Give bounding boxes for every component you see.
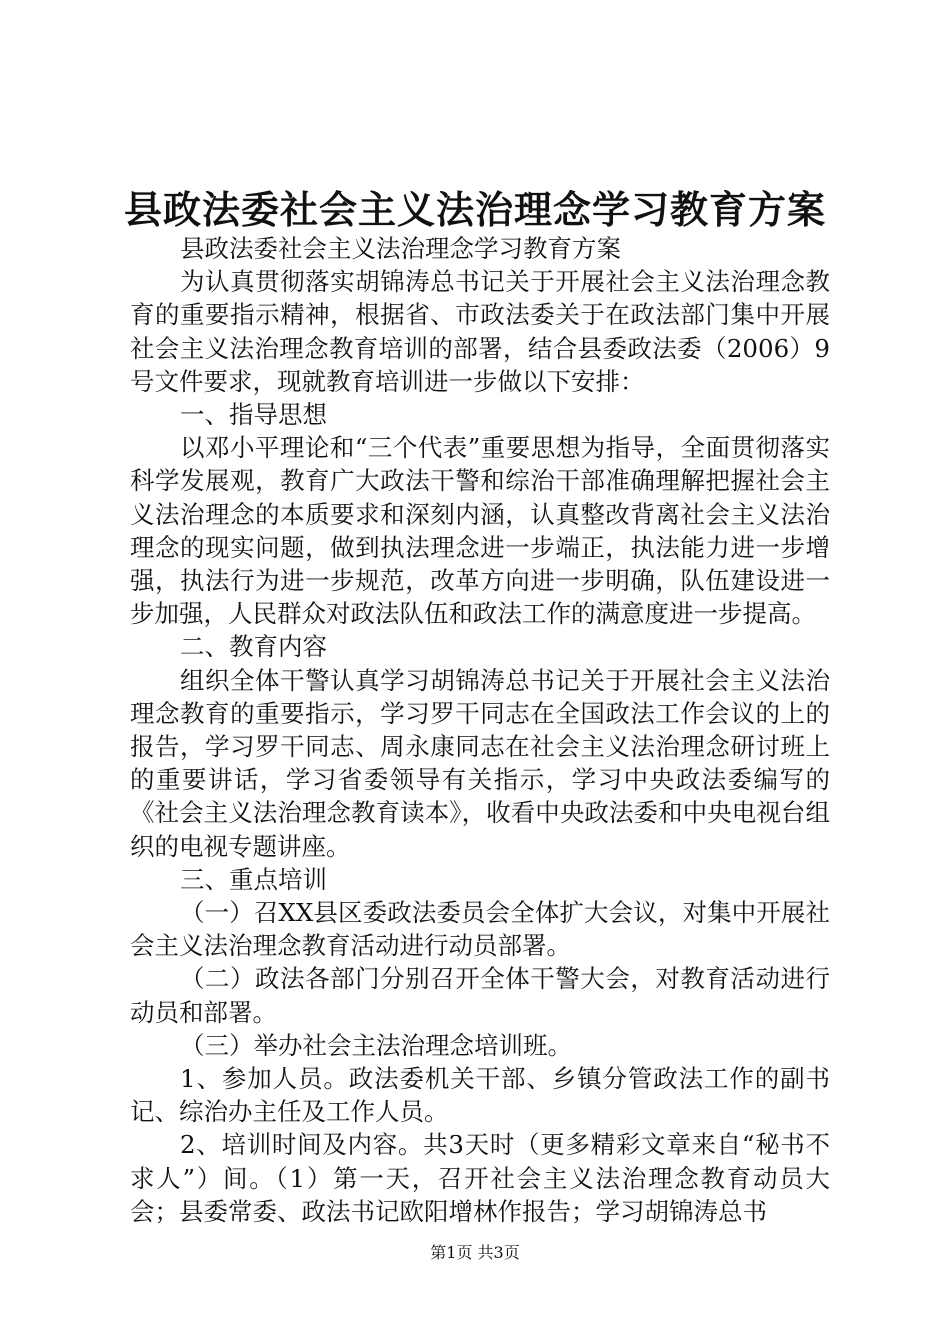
section-heading-key-training: 三、重点培训 bbox=[180, 864, 327, 894]
paragraph-subtitle: 县政法委社会主义法治理念学习教育方案 bbox=[180, 234, 621, 263]
paragraph-training-schedule: 2、培训时间及内容。共3天时（更多精彩文章来自“秘书不求人”）间。（1）第一天，召开社会主义法治理念教育动员大会；县委常委、政法书记欧阳增林作报告；学习胡锦涛总书 bbox=[130, 1130, 830, 1226]
section-heading-education-content: 二、教育内容 bbox=[180, 632, 327, 662]
paragraph-participants: 1、参加人员。政法委机关干部、乡镇分管政法工作的副书记、综治办主任及工作人员。 bbox=[130, 1064, 830, 1127]
paragraph-intro: 为认真贯彻落实胡锦涛总书记关于开展社会主义法治理念教育的重要指示精神，根据省、市政法委关于在政法部门集中开展社会主义法治理念教育培训的部署，结合县委政法委（2006）9号文件要求，现就教育培训进一步做以下安排： bbox=[130, 267, 830, 396]
document-title: 县政法委社会主义法治理念学习教育方案 bbox=[123, 187, 826, 232]
section-heading-guiding-thought: 一、指导思想 bbox=[180, 400, 327, 430]
paragraph-guiding-thought: 以邓小平理论和“三个代表”重要思想为指导，全面贯彻落实科学发展观，教育广大政法干警和综治干部准确理解把握社会主义法治理念的本质要求和深刻内涵，认真整改背离社会主义法治理念的现实问题，做到执法理念进一步端正，执法能力进一步增强，执法行为进一步规范，改革方向进一步明确，队伍建设进一步加强，人民群众对政法队伍和政法工作的满意度进一步提高。 bbox=[130, 433, 830, 629]
paragraph-training-item-1: （一）召XX县区委政法委员会全体扩大会议，对集中开展社会主义法治理念教育活动进行动员部署。 bbox=[130, 898, 830, 961]
document-body bbox=[130, 232, 830, 1228]
paragraph-training-item-2: （二）政法各部门分别召开全体干警大会，对教育活动进行动员和部署。 bbox=[130, 964, 830, 1027]
page-number-footer: 第1页 共3页 bbox=[430, 1243, 520, 1262]
paragraph-education-content: 组织全体干警认真学习胡锦涛总书记关于开展社会主义法治理念教育的重要指示，学习罗干同志在全国政法工作会议的上的报告，学习罗干同志、周永康同志在社会主义法治理念研讨班上的重要讲话，学习省委领导有关指示，学习中央政法委编写的《社会主义法治理念教育读本》，收看中央政法委和中央电视台组织的电视专题讲座。 bbox=[130, 665, 830, 861]
paragraph-training-item-3: （三）举办社会主法治理念培训班。 bbox=[180, 1030, 572, 1060]
